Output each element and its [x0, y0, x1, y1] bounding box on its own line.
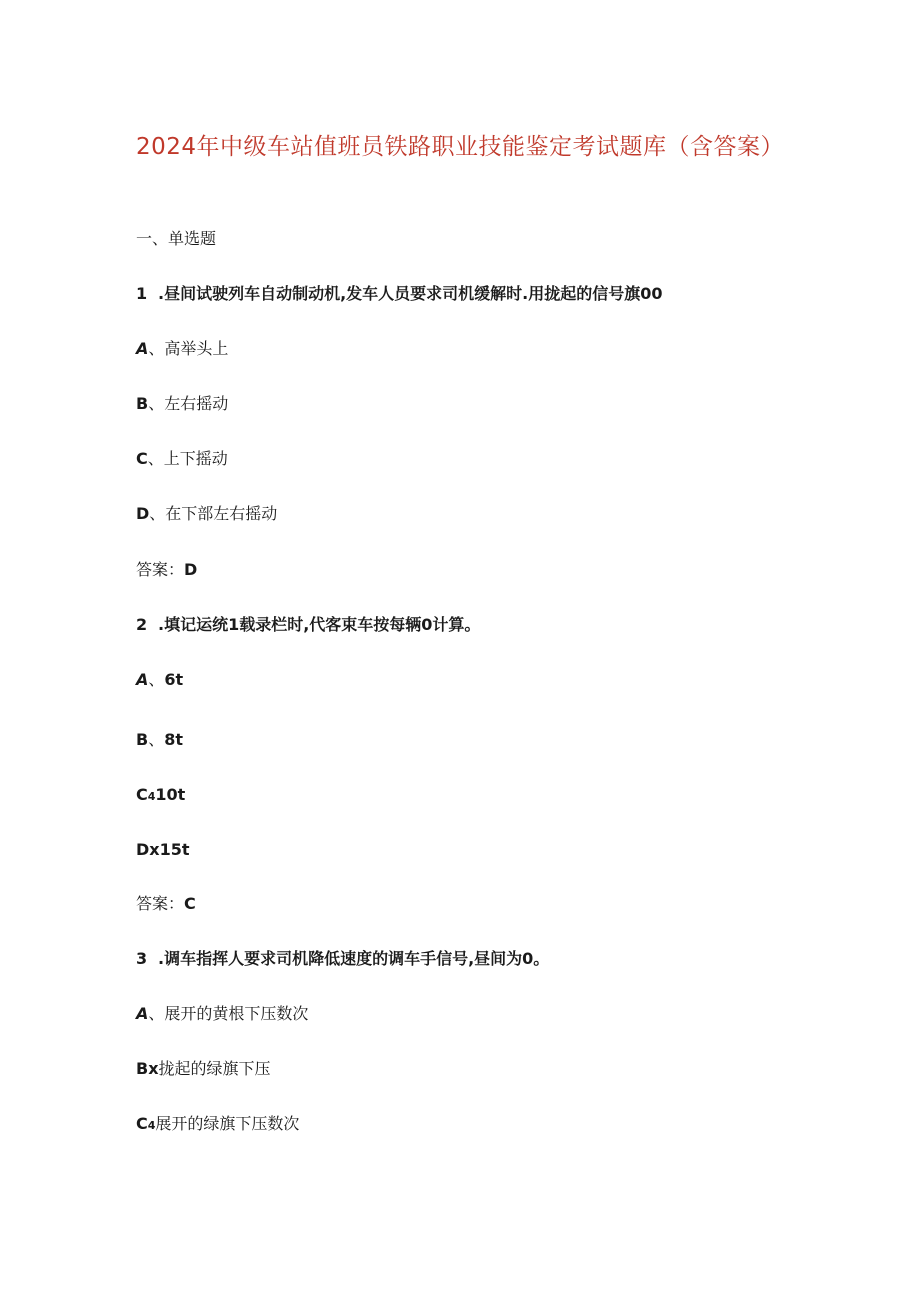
question-number: 2: [136, 615, 148, 634]
option-letter: A: [136, 670, 149, 689]
option-text: 8t: [164, 730, 183, 749]
question-text: .调车指挥人要求司机降低速度的调车手信号,昼间为0。: [158, 949, 550, 968]
answer-label: 答案：: [136, 560, 185, 579]
option-separator: 、: [148, 1004, 165, 1023]
answer-value: C: [184, 894, 196, 913]
option-3a: [136, 1003, 308, 1025]
option-text: 6t: [164, 670, 184, 689]
option-text: 左右摇动: [164, 394, 229, 413]
option-letter: B: [136, 1059, 149, 1078]
question-1: [136, 283, 663, 305]
question-number: 1: [136, 284, 148, 303]
option-2b: [136, 729, 183, 751]
option-text: 上下摇动: [163, 449, 228, 468]
option-1d: [136, 503, 277, 525]
question-2: [136, 614, 480, 636]
option-text: 展开的黄根下压数次: [164, 1004, 309, 1023]
option-letter: A: [136, 1004, 149, 1023]
document-title: 2024年中级车站值班员铁路职业技能鉴定考试题库（含答案）: [135, 134, 785, 160]
section-heading: 一、单选题: [136, 229, 217, 248]
option-separator: 4: [147, 1119, 156, 1132]
option-separator: 、: [149, 504, 166, 523]
option-3b: [136, 1058, 271, 1080]
option-text: 在下部左右摇动: [165, 504, 278, 523]
option-letter: D: [136, 504, 150, 523]
option-separator: 、: [148, 339, 165, 358]
option-separator: 、: [148, 730, 165, 749]
question-text: .填记运统1载录栏时,代客束车按每辆0计算。: [158, 615, 481, 634]
answer-label: 答案：: [136, 894, 185, 913]
option-text: 15t: [159, 840, 190, 859]
option-1c: [136, 448, 228, 470]
option-separator: 、: [147, 449, 164, 468]
option-separator: 、: [148, 394, 165, 413]
option-letter: C: [136, 785, 148, 804]
option-1a: [136, 338, 228, 360]
option-separator: x: [148, 1059, 159, 1078]
question-3: [136, 948, 549, 970]
option-letter: D: [136, 840, 150, 859]
option-text: 拢起的绿旗下压: [158, 1059, 271, 1078]
option-text: 10t: [155, 785, 186, 804]
option-3c: [136, 1113, 299, 1137]
question-text: .昼间试驶列车自动制动机,发车人员要求司机缓解时.用拢起的信号旗00: [158, 284, 663, 303]
option-1b: [136, 393, 228, 415]
option-2a: [136, 669, 183, 691]
answer-1: [136, 559, 197, 581]
option-separator: x: [149, 840, 160, 859]
option-letter: C: [136, 449, 148, 468]
answer-2: [136, 893, 196, 915]
option-letter: B: [136, 394, 149, 413]
answer-value: D: [184, 560, 198, 579]
option-letter: A: [136, 339, 149, 358]
option-text: 高举头上: [164, 339, 229, 358]
option-2d: [136, 839, 190, 861]
option-2c: [136, 784, 185, 808]
option-text: 展开的绿旗下压数次: [155, 1114, 300, 1133]
option-letter: B: [136, 730, 149, 749]
option-letter: C: [136, 1114, 148, 1133]
option-separator: 4: [147, 790, 156, 803]
question-number: 3: [136, 949, 148, 968]
option-separator: 、: [148, 670, 165, 689]
